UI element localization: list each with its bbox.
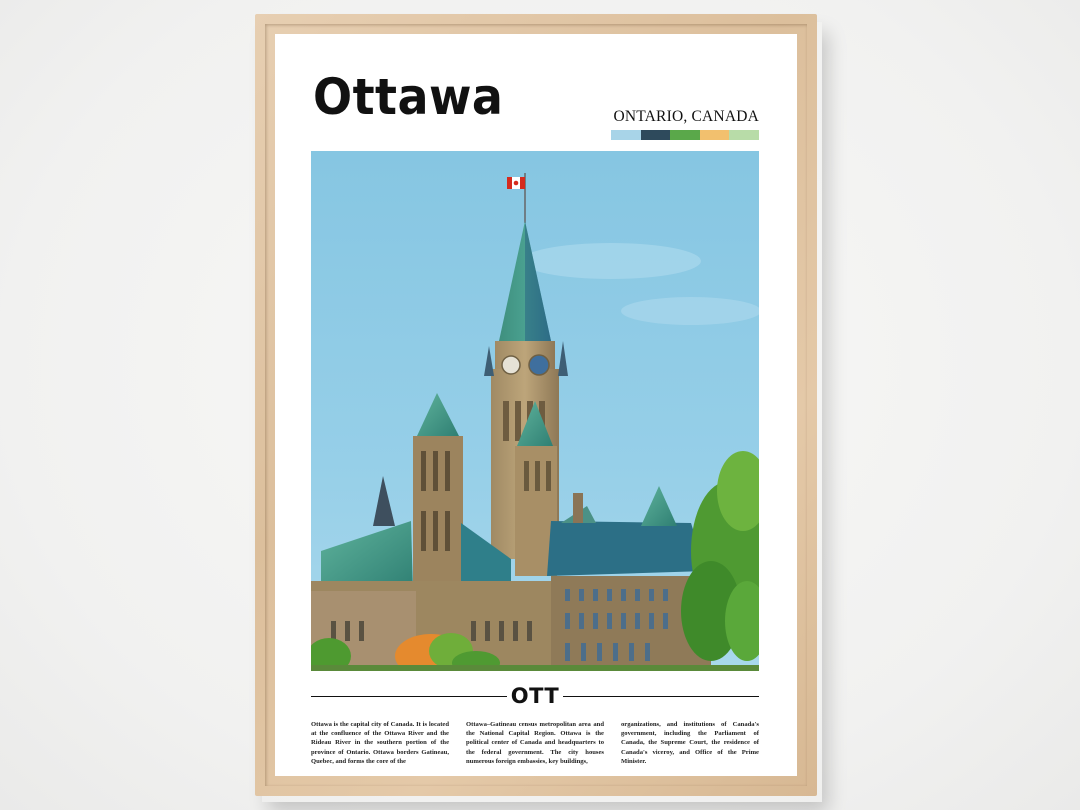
description-columns bbox=[311, 720, 759, 766]
divider-line-right bbox=[563, 696, 759, 697]
description-column-1: Ottawa is the capital city of Canada. It is located at the confluence of the Ottawa River and the Rideau River in the southern portion of the province of Ontario. Ottawa borders Gatineau, Quebec, and forms the core of the bbox=[311, 721, 449, 765]
description-column-3: organizations, and institutions of Canada's government, including the Parliament of Canada, the Supreme Court, the residence of Canada's viceroy, and Office of the Prime Minister. bbox=[621, 721, 759, 765]
airport-code: OTT bbox=[510, 684, 560, 708]
wooden-frame bbox=[255, 14, 817, 796]
parliament-illustration bbox=[311, 151, 759, 671]
poster-title: Ottawa bbox=[313, 68, 504, 126]
palette-swatch bbox=[641, 130, 671, 140]
color-palette bbox=[611, 130, 759, 140]
palette-swatch bbox=[611, 130, 641, 140]
poster-region: ONTARIO, CANADA bbox=[613, 108, 759, 125]
palette-swatch bbox=[729, 130, 759, 140]
palette-swatch bbox=[670, 130, 700, 140]
poster-paper bbox=[275, 34, 797, 776]
palette-swatch bbox=[700, 130, 730, 140]
airport-code-row bbox=[311, 681, 759, 711]
description-column-2: Ottawa–Gatineau census metropolitan area and the National Capital Region. Ottawa is the political center of Canada and headquarters to the federal government. The city houses numerous foreign embassies, key buildings, bbox=[466, 721, 604, 765]
parliament-photo bbox=[311, 151, 759, 671]
